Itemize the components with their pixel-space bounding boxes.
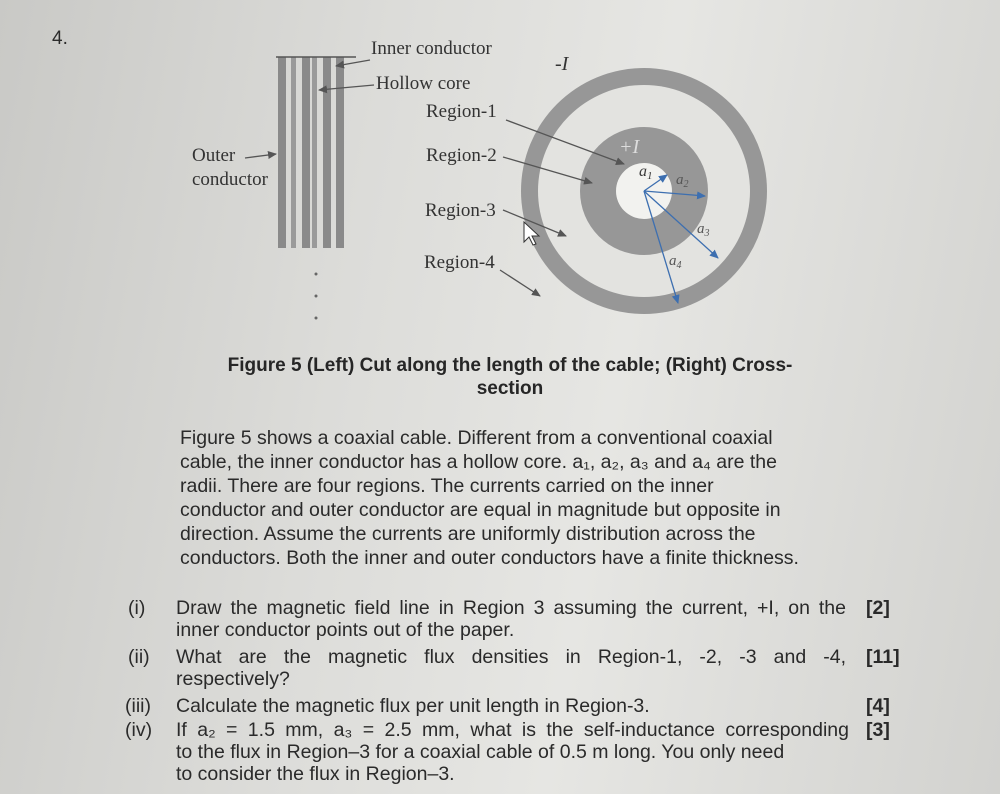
question-iii xyxy=(125,695,908,717)
a3-label: $a_3$ xyxy=(697,221,710,239)
marks-label: [11] xyxy=(866,646,900,668)
question-line: to the flux in Region–3 for a coaxial cable of 0.5 m long. You only need xyxy=(176,741,785,763)
figure-caption-line2: section xyxy=(476,378,544,399)
paragraph-line: conductors. Both the inner and outer conductors have a finite thickness. xyxy=(180,547,799,569)
paragraph-line: cable, the inner conductor has a hollow core. a₁, a₂, a₃ and a₄ are the xyxy=(180,451,777,473)
plus-i-label: +I xyxy=(619,136,640,158)
question-number: 4. xyxy=(52,28,68,49)
figure-caption-line1: Figure 5 (Left) Cut along the length of the cable; (Right) Cross- xyxy=(227,355,793,376)
a2-label: $a_2$ xyxy=(676,172,689,190)
marks-label: [2] xyxy=(866,597,890,619)
region-2-label: Region-2 xyxy=(426,145,497,166)
question-line: What are the magnetic flux densities in Region-1, -2, -3 and -4, xyxy=(176,646,846,668)
question-line: If a₂ = 1.5 mm, a₃ = 2.5 mm, what is the self-inductance corresponding xyxy=(176,719,849,741)
question-line: Calculate the magnetic flux per unit length in Region-3. xyxy=(176,695,650,717)
outer-conductor-label-line1: Outer xyxy=(192,145,236,166)
region-3-label: Region-3 xyxy=(425,200,496,221)
question-number-label: (iv) xyxy=(125,719,153,741)
question-i xyxy=(128,597,908,641)
paragraph-line: radii. There are four regions. The currents carried on the inner xyxy=(180,475,714,497)
minus-i-label: -I xyxy=(555,53,569,75)
figure-caption xyxy=(190,354,830,400)
question-line: inner conductor points out of the paper. xyxy=(176,619,515,641)
question-line: respectively? xyxy=(176,668,290,690)
marks-label: [3] xyxy=(866,719,890,741)
question-line: Draw the magnetic field line in Region 3 assuming the current, +I, on the xyxy=(176,597,846,619)
marks-label: [4] xyxy=(866,695,890,717)
paragraph-line: Figure 5 shows a coaxial cable. Different from a conventional coaxial xyxy=(180,427,773,449)
problem-description xyxy=(180,426,840,570)
longitudinal-cut-view xyxy=(276,57,356,320)
paragraph-line: conductor and outer conductor are equal in magnitude but opposite in xyxy=(180,499,781,521)
coaxial-cable-figure xyxy=(0,0,1000,340)
a4-label: $a_4$ xyxy=(669,253,682,271)
region-4-label: Region-4 xyxy=(424,252,495,273)
question-ii xyxy=(128,646,908,690)
question-iv xyxy=(125,719,908,787)
question-number-label: (iii) xyxy=(125,695,151,717)
outer-conductor-label-line2: conductor xyxy=(192,169,268,190)
question-number-label: (i) xyxy=(128,597,146,619)
a1-label: a1 xyxy=(639,163,653,182)
hollow-core-label: Hollow core xyxy=(376,73,471,94)
paragraph-line: direction. Assume the currents are uniformly distribution across the xyxy=(180,523,756,545)
inner-conductor-label: Inner conductor xyxy=(371,38,492,59)
question-number-label: (ii) xyxy=(128,646,150,668)
region-1-label: Region-1 xyxy=(426,101,497,122)
question-line: to consider the flux in Region–3. xyxy=(176,763,455,785)
